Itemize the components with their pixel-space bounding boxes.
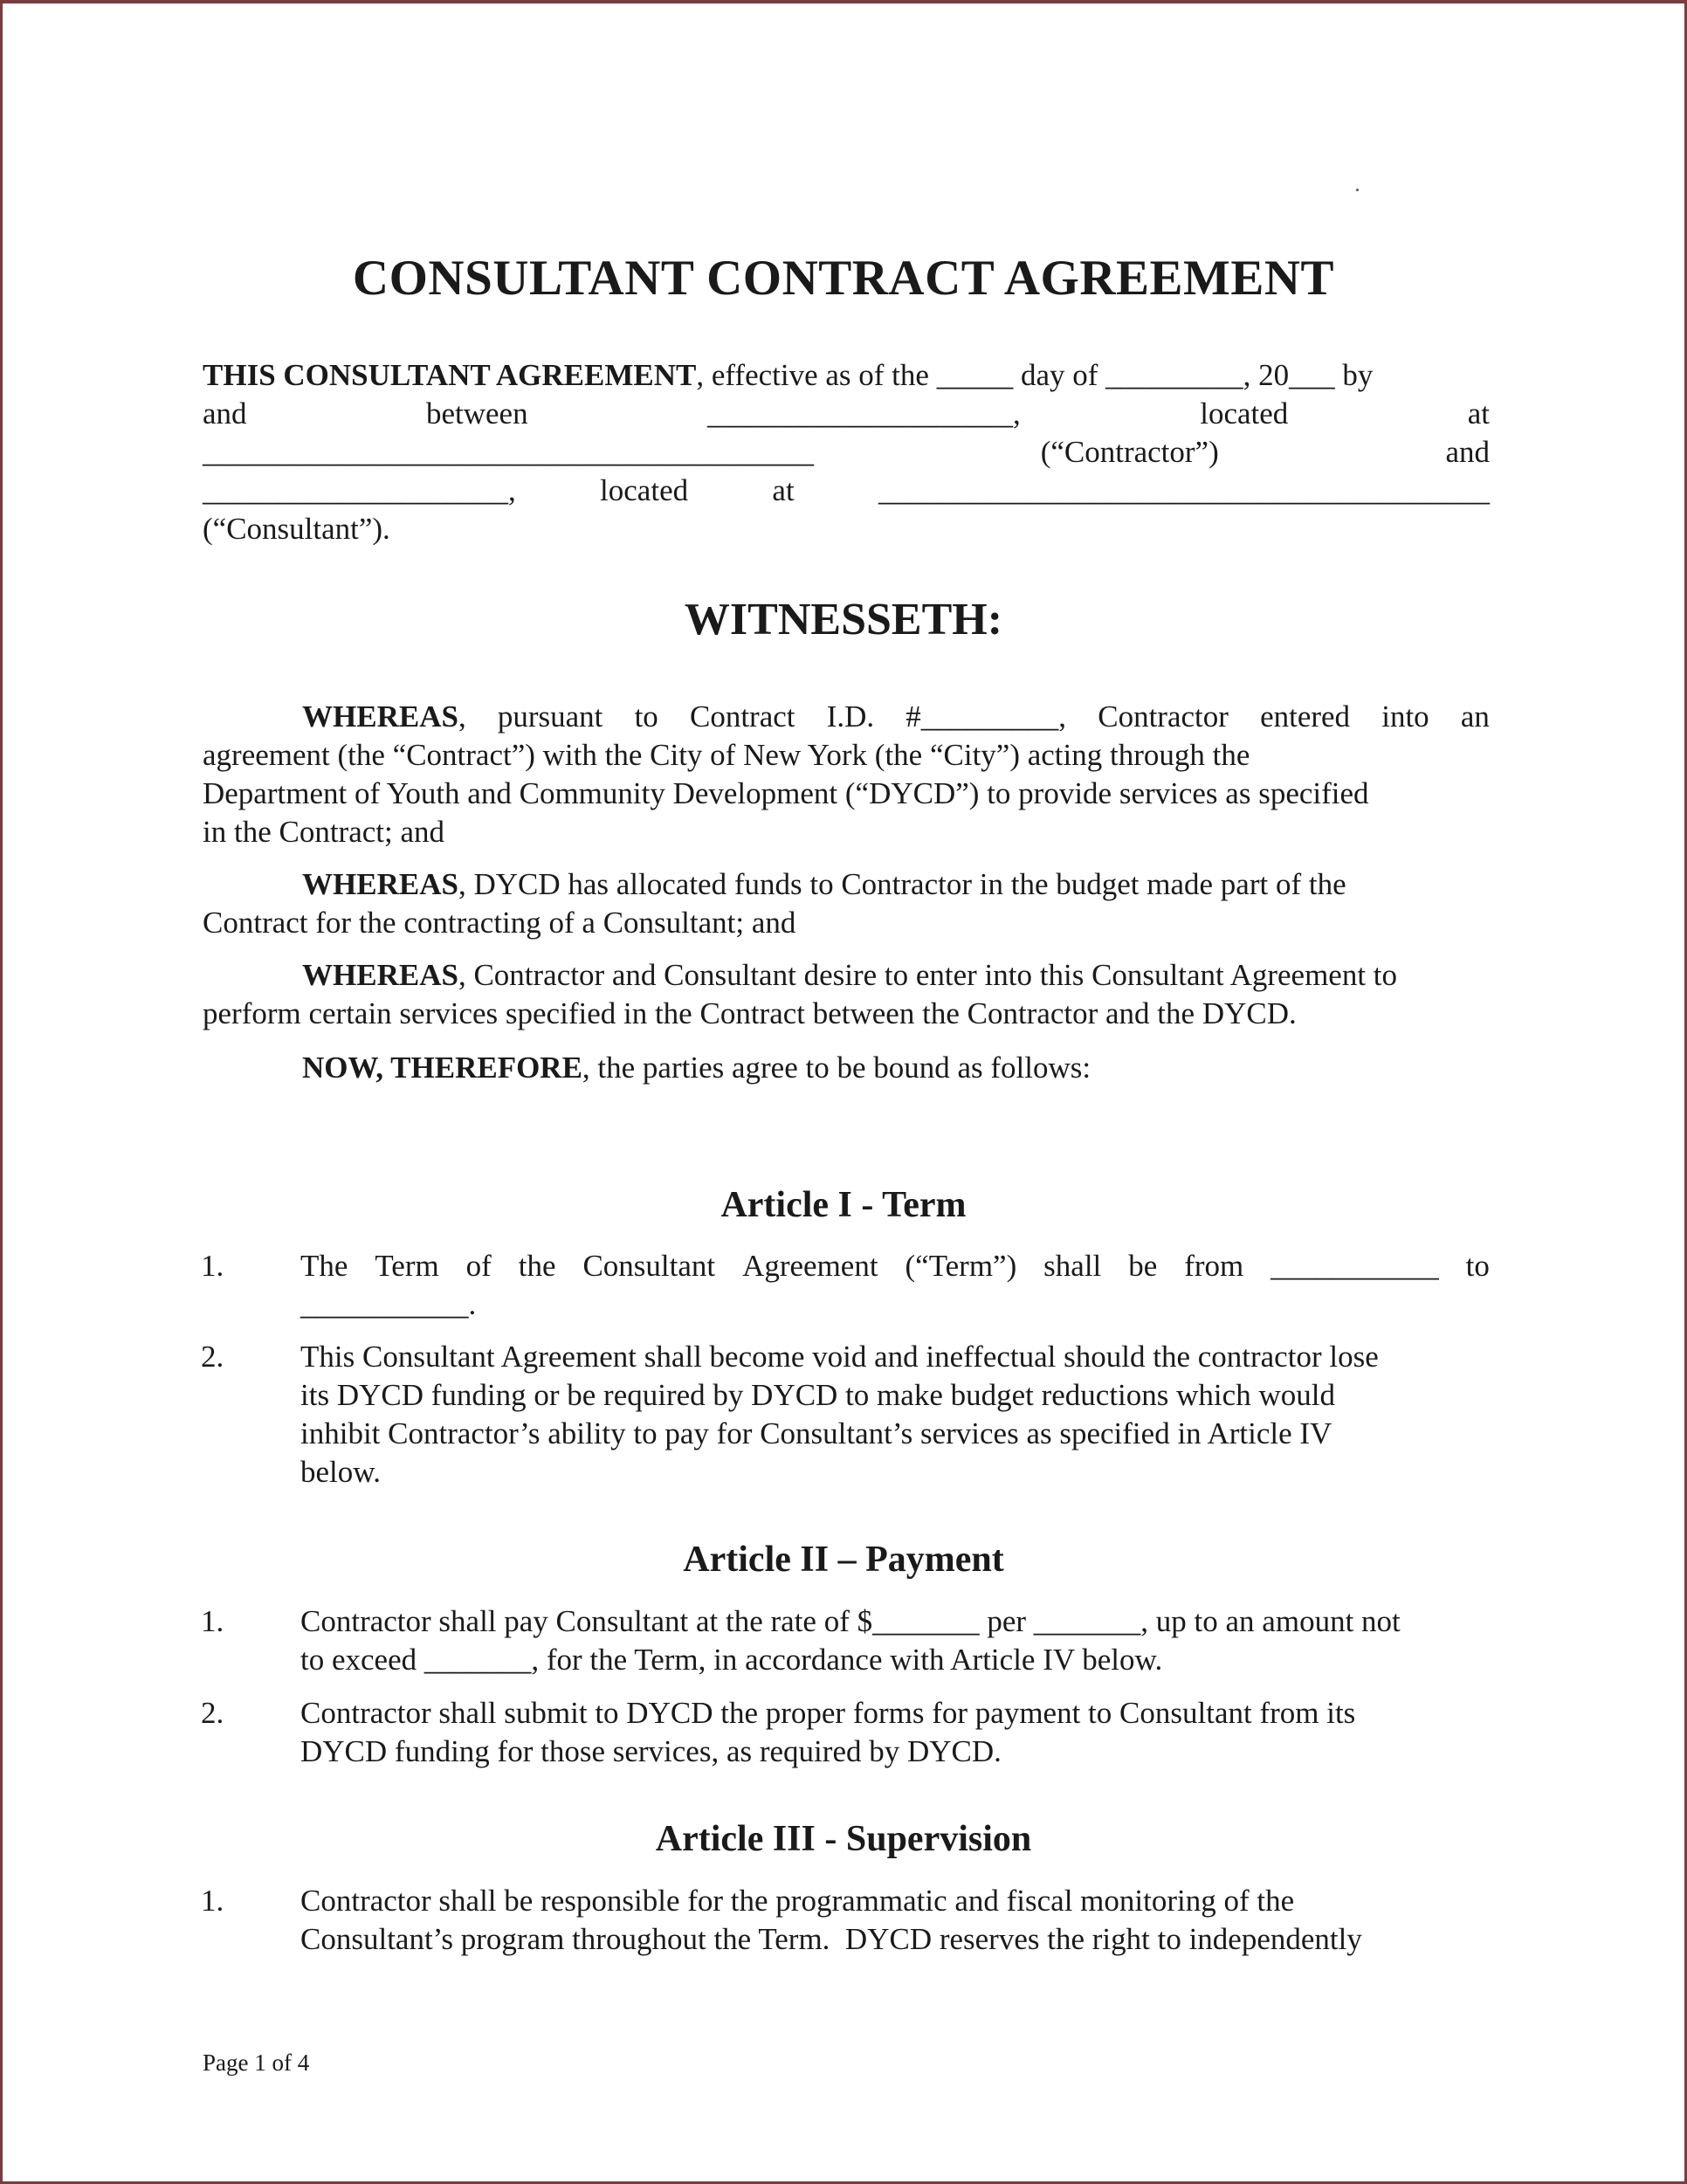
preamble-and: and (1445, 435, 1490, 469)
stray-mark (1356, 189, 1359, 191)
whereas-1-line-1 (302, 698, 1490, 736)
article-2-item-1-line-1: Contractor shall pay Consultant at the rate of $_______ per _______, up to an amount not (300, 1604, 1401, 1638)
article-2-item-1-line-2: to exceed _______, for the Term, in accordance with Article IV below. (300, 1643, 1163, 1677)
whereas-3-line-2: perform certain services specified in the Contract between the Contractor and the DYCD. (203, 996, 1297, 1030)
article-1-item-1-word: (“Term”) (905, 1249, 1017, 1283)
preamble-line-2-word: located (1200, 396, 1289, 431)
whereas-1-line-3: Department of Youth and Community Development (“DYCD”) to provide services as specified (203, 776, 1369, 810)
article-1-item-1-word: be (1128, 1249, 1158, 1283)
article-1-item-1-word: The (300, 1249, 348, 1283)
whereas-1-word: Contract (689, 699, 795, 734)
article-1-item-1-word: ___________ (1270, 1249, 1439, 1283)
preamble-located: located (600, 473, 689, 507)
preamble-line-2-word: at (1467, 396, 1490, 431)
whereas-2-rest: , DYCD has allocated funds to Contractor in the budget made part of the (458, 867, 1346, 901)
now-therefore-rest: , the parties agree to be bound as follows: (582, 1051, 1091, 1085)
preamble-line-2-word: between (425, 396, 528, 431)
whereas-2-line-2: Contract for the contracting of a Consultant; and (203, 906, 796, 940)
article-3-item-1-number: 1. (201, 1884, 224, 1918)
document-title: CONSULTANT CONTRACT AGREEMENT (352, 251, 1335, 306)
article-1-item-2-line-3: inhibit Contractor’s ability to pay for Consultant’s services as specified in Article IV (300, 1416, 1332, 1450)
preamble-line-1 (203, 356, 1490, 395)
article-1-item-1-line-1 (300, 1247, 1490, 1285)
whereas-1-line-2: agreement (the “Contract”) with the City of New York (the “City”) acting through the (203, 738, 1250, 772)
whereas-1-word: pursuant (497, 699, 603, 734)
preamble-lead: THIS CONSULTANT AGREEMENT (203, 358, 697, 392)
article-1-item-1-word: of (465, 1249, 492, 1283)
whereas-1-word: Contractor (1098, 699, 1229, 734)
article-3-heading: Article III - Supervision (655, 1819, 1032, 1859)
article-1-item-1-word: Term (375, 1249, 439, 1283)
whereas-1-word: entered (1260, 699, 1351, 734)
article-1-item-1-word: to (1465, 1249, 1490, 1283)
article-1-item-1-number: 1. (201, 1249, 224, 1283)
article-2-item-1-number: 1. (201, 1604, 224, 1638)
preamble-blank-consultant-address: ________________________________________ (878, 473, 1490, 507)
preamble-blank-consultant: ____________________, (203, 473, 516, 507)
whereas-1-word: #_________, (905, 699, 1067, 734)
article-3-item-1-line-2: Consultant’s program throughout the Term. DYCD reserves the right to independently (300, 1922, 1362, 1956)
whereas-2-bold: WHEREAS (302, 867, 458, 901)
article-1-item-1-word: from (1184, 1249, 1244, 1283)
article-1-item-2-line-4: below. (300, 1455, 382, 1489)
article-1-item-1-line-2: ___________. (300, 1287, 477, 1321)
article-1-item-1-word: the (518, 1249, 556, 1283)
whereas-3-rest: , Contractor and Consultant desire to enter into this Consultant Agreement to (458, 958, 1398, 992)
whereas-1-word: an (1460, 699, 1490, 734)
preamble-line-3 (203, 433, 1490, 472)
article-1-item-2-line-2: its DYCD funding or be required by DYCD to make budget reductions which would (300, 1378, 1335, 1412)
preamble-blank-contractor-address: ________________________________________ (203, 435, 814, 469)
whereas-1-word: I.D. (826, 699, 875, 734)
preamble-line-2-word: and (203, 396, 247, 431)
whereas-2-line-1 (302, 865, 1346, 904)
article-1-item-2-number: 2. (201, 1340, 224, 1374)
article-1-item-1-word: shall (1043, 1249, 1102, 1283)
witnesseth-heading: WITNESSETH: (684, 595, 1003, 644)
article-3-item-1-line-1: Contractor shall be responsible for the programmatic and fiscal monitoring of the (300, 1884, 1295, 1918)
whereas-3-line-1 (302, 956, 1397, 995)
preamble-line-1-rest: , effective as of the _____ day of _________, 20___ by (696, 358, 1374, 392)
whereas-3-bold: WHEREAS (302, 958, 458, 992)
whereas-1-word: to (634, 699, 658, 734)
article-2-heading: Article II – Payment (683, 1540, 1004, 1580)
article-1-item-1-word: Consultant (582, 1249, 716, 1283)
now-therefore-bold: NOW, THEREFORE (302, 1051, 582, 1085)
preamble-line-5: (“Consultant”). (203, 512, 390, 546)
whereas-1-word: into (1381, 699, 1429, 734)
preamble-line-2-word: ____________________, (707, 396, 1021, 431)
whereas-1-line-4: in the Contract; and (203, 815, 445, 849)
whereas-1-bold: WHEREAS (302, 699, 458, 734)
article-1-item-1-word: Agreement (742, 1249, 878, 1283)
preamble-line-4 (203, 472, 1490, 510)
preamble-line-2 (203, 395, 1490, 433)
article-2-item-2-number: 2. (201, 1696, 224, 1730)
now-therefore-line (302, 1049, 1091, 1087)
article-2-item-2-line-2: DYCD funding for those services, as required by DYCD. (300, 1734, 1002, 1768)
preamble-at: at (772, 473, 795, 507)
preamble-contractor-label: (“Contractor”) (1040, 435, 1219, 469)
article-1-heading: Article I - Term (720, 1185, 967, 1225)
article-1-item-2-line-1: This Consultant Agreement shall become void and ineffectual should the contractor lose (300, 1340, 1379, 1374)
whereas-1-lead: WHEREAS, (302, 699, 466, 734)
page-number-footer: Page 1 of 4 (203, 2050, 310, 2076)
article-2-item-2-line-1: Contractor shall submit to DYCD the proper forms for payment to Consultant from its (300, 1696, 1356, 1730)
